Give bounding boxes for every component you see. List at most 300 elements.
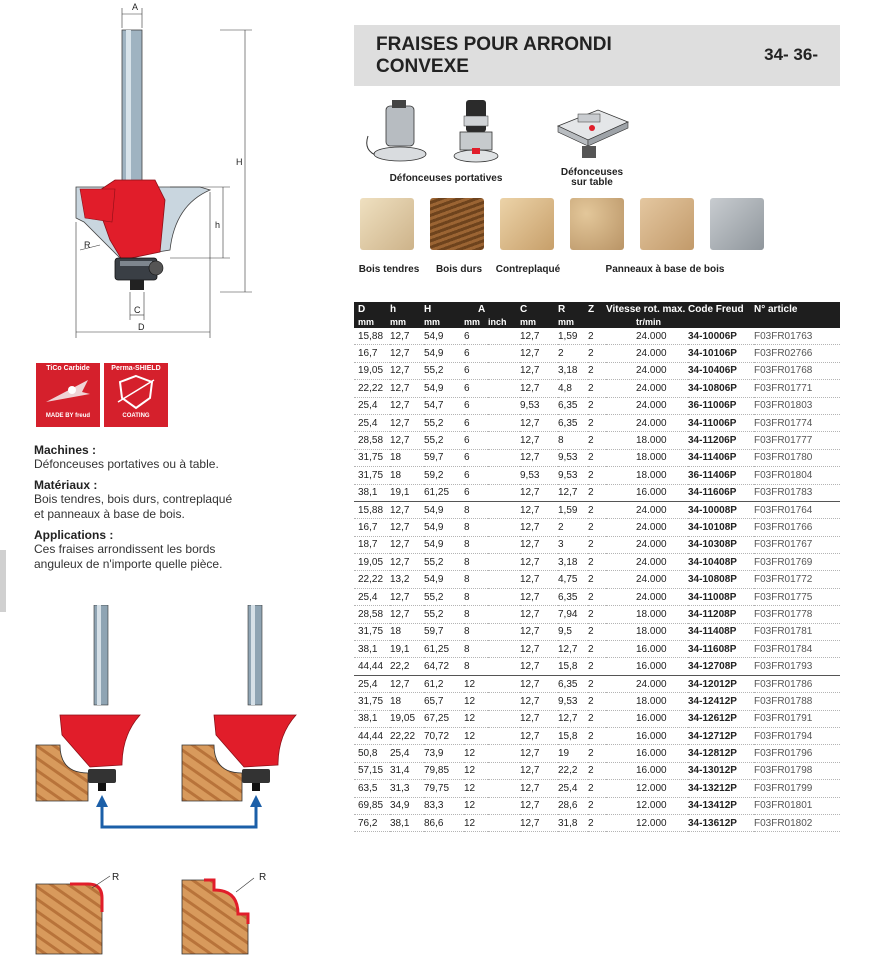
- cell-R: 9,53: [558, 693, 588, 710]
- tico-badge-bottom: MADE BY freud: [45, 413, 91, 419]
- cell-A-inch: [488, 449, 520, 466]
- cell-A: 6: [464, 380, 488, 397]
- cell-H: 55,2: [424, 414, 464, 431]
- cell-H: 70,72: [424, 727, 464, 744]
- table-row: [354, 432, 840, 449]
- cell-Z: 2: [588, 519, 606, 536]
- cell-D: 57,15: [354, 762, 390, 779]
- mdf-swatch: [640, 198, 694, 250]
- header-speed: Vitesse rot. max.: [606, 302, 688, 316]
- cell-C: 12,7: [520, 623, 558, 640]
- cell-article: F03FR01799: [754, 780, 840, 797]
- cell-D: 16,7: [354, 345, 390, 362]
- cell-speed: 24.000: [606, 675, 688, 692]
- cell-C: 12,7: [520, 536, 558, 553]
- cell-A-inch: [488, 588, 520, 605]
- cell-R: 7,94: [558, 606, 588, 623]
- cell-speed: 16.000: [606, 762, 688, 779]
- cell-speed: 24.000: [606, 554, 688, 571]
- cell-h: 19,1: [390, 641, 424, 658]
- handheld-router-label: Défonceuses portatives: [389, 173, 503, 184]
- cell-A: 8: [464, 536, 488, 553]
- cell-A: 6: [464, 432, 488, 449]
- table-row: [354, 797, 840, 814]
- cell-A: 12: [464, 745, 488, 762]
- cell-h: 19,1: [390, 484, 424, 501]
- cell-C: 12,7: [520, 641, 558, 658]
- cell-A: 6: [464, 397, 488, 414]
- cell-article: F03FR01775: [754, 588, 840, 605]
- handheld-router-icon: [358, 96, 518, 168]
- table-row: [354, 536, 840, 553]
- cell-speed: 18.000: [606, 693, 688, 710]
- cell-H: 54,9: [424, 571, 464, 588]
- cell-H: 86,6: [424, 814, 464, 831]
- table-row: [354, 588, 840, 605]
- cell-Z: 2: [588, 501, 606, 518]
- cell-R: 6,35: [558, 414, 588, 431]
- table-row: [354, 780, 840, 797]
- product-title-line1: FRAISES POUR ARRONDI: [376, 34, 612, 55]
- cell-code: 36-11006P: [688, 397, 754, 414]
- cell-D: 50,8: [354, 745, 390, 762]
- cell-code: 34-12708P: [688, 658, 754, 675]
- table-row: [354, 519, 840, 536]
- cell-H: 54,9: [424, 536, 464, 553]
- table-row: [354, 675, 840, 692]
- header-R: R: [558, 302, 588, 316]
- cell-Z: 2: [588, 536, 606, 553]
- cell-C: 12,7: [520, 606, 558, 623]
- cell-speed: 16.000: [606, 710, 688, 727]
- cell-code: 34-10106P: [688, 345, 754, 362]
- table-row: [354, 467, 840, 484]
- router-table-label-line1: Défonceuses: [560, 167, 624, 178]
- cell-speed: 12.000: [606, 814, 688, 831]
- cell-D: 38,1: [354, 484, 390, 501]
- cell-C: 12,7: [520, 501, 558, 518]
- cell-Z: 2: [588, 606, 606, 623]
- cell-A: 8: [464, 623, 488, 640]
- cell-speed: 18.000: [606, 449, 688, 466]
- table-row: [354, 501, 840, 518]
- cell-R: 6,35: [558, 675, 588, 692]
- cell-H: 59,7: [424, 449, 464, 466]
- header-A: A: [464, 302, 520, 316]
- product-title: [376, 34, 612, 78]
- cell-D: 69,85: [354, 797, 390, 814]
- cell-h: 22,22: [390, 727, 424, 744]
- cell-R: 9,53: [558, 449, 588, 466]
- cell-R: 2: [558, 345, 588, 362]
- materials-text-2: et panneaux à base de bois.: [34, 507, 185, 521]
- product-header: [354, 25, 840, 86]
- cell-D: 15,88: [354, 501, 390, 518]
- cell-Z: 2: [588, 693, 606, 710]
- cell-A: 8: [464, 571, 488, 588]
- cell-article: F03FR01802: [754, 814, 840, 831]
- cell-speed: 24.000: [606, 588, 688, 605]
- cell-C: 12,7: [520, 762, 558, 779]
- cell-h: 12,7: [390, 554, 424, 571]
- cell-A: 6: [464, 449, 488, 466]
- cell-article: F03FR01803: [754, 397, 840, 414]
- cell-H: 54,9: [424, 501, 464, 518]
- cell-Z: 2: [588, 380, 606, 397]
- table-row: [354, 380, 840, 397]
- cell-code: 34-10806P: [688, 380, 754, 397]
- dim-C: C: [134, 305, 141, 315]
- cell-D: 31,75: [354, 467, 390, 484]
- header-code: Code Freud: [688, 302, 754, 316]
- cell-h: 25,4: [390, 745, 424, 762]
- cell-R: 3: [558, 536, 588, 553]
- cell-H: 79,75: [424, 780, 464, 797]
- cell-D: 19,05: [354, 554, 390, 571]
- cell-A-inch: [488, 414, 520, 431]
- product-series-code: 34- 36-: [764, 45, 818, 64]
- cell-code: 34-10406P: [688, 362, 754, 379]
- hardwood-swatch: [430, 198, 484, 250]
- cell-H: 79,85: [424, 762, 464, 779]
- cell-H: 59,7: [424, 623, 464, 640]
- table-row: [354, 762, 840, 779]
- cell-A: 12: [464, 693, 488, 710]
- cell-h: 12,7: [390, 362, 424, 379]
- cell-article: F03FR01804: [754, 467, 840, 484]
- cell-A-inch: [488, 814, 520, 831]
- cell-article: F03FR01786: [754, 675, 840, 692]
- cell-h: 12,7: [390, 588, 424, 605]
- cell-A-inch: [488, 797, 520, 814]
- cell-H: 54,9: [424, 345, 464, 362]
- cell-article: F03FR01793: [754, 658, 840, 675]
- router-table-label: [552, 168, 632, 188]
- cell-R: 3,18: [558, 362, 588, 379]
- cell-article: F03FR01769: [754, 554, 840, 571]
- cell-C: 12,7: [520, 658, 558, 675]
- cell-C: 12,7: [520, 588, 558, 605]
- cell-D: 31,75: [354, 693, 390, 710]
- cell-A-inch: [488, 397, 520, 414]
- cell-code: 34-11208P: [688, 606, 754, 623]
- cell-R: 15,8: [558, 727, 588, 744]
- cell-code: 34-10308P: [688, 536, 754, 553]
- cell-H: 61,25: [424, 484, 464, 501]
- cell-A: 12: [464, 675, 488, 692]
- table-row: [354, 693, 840, 710]
- cell-h: 31,3: [390, 780, 424, 797]
- cell-speed: 16.000: [606, 745, 688, 762]
- cell-speed: 24.000: [606, 362, 688, 379]
- cell-speed: 12.000: [606, 780, 688, 797]
- cell-code: 34-10008P: [688, 501, 754, 518]
- cell-D: 25,4: [354, 414, 390, 431]
- cell-h: 34,9: [390, 797, 424, 814]
- cell-A-inch: [488, 362, 520, 379]
- cell-R: 1,59: [558, 328, 588, 345]
- cell-code: 34-11408P: [688, 623, 754, 640]
- cell-C: 12,7: [520, 449, 558, 466]
- cell-Z: 2: [588, 762, 606, 779]
- cell-speed: 12.000: [606, 797, 688, 814]
- cell-Z: 2: [588, 745, 606, 762]
- subheader-h: mm: [390, 316, 424, 328]
- cell-code: 34-10808P: [688, 571, 754, 588]
- particleboard-swatch: [570, 198, 624, 250]
- cell-H: 54,9: [424, 328, 464, 345]
- cell-article: F03FR01766: [754, 519, 840, 536]
- cell-speed: 24.000: [606, 397, 688, 414]
- cell-C: 12,7: [520, 675, 558, 692]
- plywood-label: Contreplaqué: [495, 264, 561, 275]
- cell-D: 31,75: [354, 449, 390, 466]
- router-bit-dimension-drawing: [60, 0, 260, 345]
- cell-speed: 18.000: [606, 467, 688, 484]
- cell-C: 12,7: [520, 780, 558, 797]
- cell-article: F03FR01774: [754, 414, 840, 431]
- cell-A: 6: [464, 414, 488, 431]
- cell-R: 3,18: [558, 554, 588, 571]
- info-block: [34, 443, 314, 572]
- dim-D: D: [138, 322, 145, 332]
- cell-article: F03FR01784: [754, 641, 840, 658]
- cell-A-inch: [488, 762, 520, 779]
- header-h: h: [390, 302, 424, 316]
- cell-A-inch: [488, 658, 520, 675]
- cell-A-inch: [488, 501, 520, 518]
- cell-C: 12,7: [520, 519, 558, 536]
- cell-H: 83,3: [424, 797, 464, 814]
- table-row: [354, 328, 840, 345]
- cell-A-inch: [488, 745, 520, 762]
- hardwood-label: Bois durs: [435, 264, 483, 275]
- perma-badge-bottom: COATING: [122, 413, 150, 419]
- cell-speed: 24.000: [606, 536, 688, 553]
- cell-R: 9,53: [558, 467, 588, 484]
- cell-A-inch: [488, 467, 520, 484]
- applications-text-2: anguleux de n'importe quelle pièce.: [34, 557, 223, 571]
- cell-H: 55,2: [424, 554, 464, 571]
- applications-text-1: Ces fraises arrondissent les bords: [34, 542, 216, 556]
- cell-A: 6: [464, 362, 488, 379]
- cell-code: 34-13612P: [688, 814, 754, 831]
- table-row: [354, 571, 840, 588]
- cell-A: 12: [464, 797, 488, 814]
- softwood-label: Bois tendres: [358, 264, 420, 275]
- cell-R: 19: [558, 745, 588, 762]
- cell-D: 25,4: [354, 588, 390, 605]
- perma-shield-badge: [104, 363, 168, 427]
- cell-h: 22,2: [390, 658, 424, 675]
- table-row: [354, 484, 840, 501]
- cell-D: 18,7: [354, 536, 390, 553]
- cell-h: 18: [390, 693, 424, 710]
- cell-h: 12,7: [390, 414, 424, 431]
- header-article: N° article: [754, 302, 840, 316]
- cell-R: 22,2: [558, 762, 588, 779]
- cell-article: F03FR01781: [754, 623, 840, 640]
- cell-code: 34-13012P: [688, 762, 754, 779]
- cell-C: 12,7: [520, 745, 558, 762]
- cell-article: F03FR01772: [754, 571, 840, 588]
- table-row: [354, 414, 840, 431]
- cell-C: 9,53: [520, 397, 558, 414]
- softwood-swatch: [360, 198, 414, 250]
- cell-C: 12,7: [520, 484, 558, 501]
- cell-H: 55,2: [424, 588, 464, 605]
- materials-text-1: Bois tendres, bois durs, contreplaqué: [34, 492, 233, 506]
- cell-D: 76,2: [354, 814, 390, 831]
- cell-Z: 2: [588, 641, 606, 658]
- cell-code: 34-12712P: [688, 727, 754, 744]
- tico-carbide-badge: [36, 363, 100, 427]
- cell-Z: 2: [588, 727, 606, 744]
- cell-A: 8: [464, 519, 488, 536]
- cell-Z: 2: [588, 397, 606, 414]
- cell-speed: 18.000: [606, 623, 688, 640]
- cell-D: 22,22: [354, 571, 390, 588]
- cell-Z: 2: [588, 345, 606, 362]
- cell-A-inch: [488, 380, 520, 397]
- cell-H: 54,9: [424, 519, 464, 536]
- cell-code: 34-12812P: [688, 745, 754, 762]
- dim-H: H: [236, 157, 243, 167]
- perma-badge-top: Perma-SHIELD: [111, 365, 161, 372]
- cell-A: 8: [464, 606, 488, 623]
- cell-code: 34-13212P: [688, 780, 754, 797]
- subheader-R: mm: [558, 316, 588, 328]
- cell-C: 12,7: [520, 814, 558, 831]
- cell-speed: 24.000: [606, 414, 688, 431]
- cell-R: 28,6: [558, 797, 588, 814]
- cell-R: 4,75: [558, 571, 588, 588]
- table-row: [354, 641, 840, 658]
- cell-C: 12,7: [520, 432, 558, 449]
- cell-speed: 18.000: [606, 606, 688, 623]
- cell-A: 8: [464, 501, 488, 518]
- cell-D: 16,7: [354, 519, 390, 536]
- cell-A: 8: [464, 588, 488, 605]
- cell-H: 73,9: [424, 745, 464, 762]
- tico-badge-top: TiCo Carbide: [46, 365, 90, 372]
- cell-C: 12,7: [520, 554, 558, 571]
- cell-R: 2: [558, 519, 588, 536]
- cell-R: 6,35: [558, 588, 588, 605]
- cell-H: 54,9: [424, 380, 464, 397]
- cell-h: 12,7: [390, 519, 424, 536]
- subheader-C: mm: [520, 316, 558, 328]
- cell-Z: 2: [588, 675, 606, 692]
- cell-A-inch: [488, 780, 520, 797]
- cell-C: 12,7: [520, 362, 558, 379]
- cell-D: 63,5: [354, 780, 390, 797]
- cell-h: 18: [390, 623, 424, 640]
- header-Z: Z: [588, 302, 606, 316]
- cell-D: 44,44: [354, 727, 390, 744]
- materials-title: Matériaux :: [34, 478, 98, 492]
- cell-speed: 16.000: [606, 484, 688, 501]
- cell-C: 12,7: [520, 380, 558, 397]
- header-C: C: [520, 302, 558, 316]
- carbide-spark-icon: [36, 372, 100, 412]
- cell-speed: 16.000: [606, 658, 688, 675]
- cell-H: 64,72: [424, 658, 464, 675]
- cell-article: F03FR01778: [754, 606, 840, 623]
- cell-h: 12,7: [390, 328, 424, 345]
- cell-A-inch: [488, 710, 520, 727]
- subheader-D: mm: [354, 316, 390, 328]
- cell-article: F03FR02766: [754, 345, 840, 362]
- cell-A: 8: [464, 658, 488, 675]
- cell-D: 44,44: [354, 658, 390, 675]
- cell-article: F03FR01794: [754, 727, 840, 744]
- cell-article: F03FR01791: [754, 710, 840, 727]
- cell-speed: 24.000: [606, 571, 688, 588]
- spec-table: [354, 302, 840, 832]
- cell-D: 19,05: [354, 362, 390, 379]
- table-row: [354, 345, 840, 362]
- cell-R: 12,7: [558, 710, 588, 727]
- cell-Z: 2: [588, 467, 606, 484]
- header-D: D: [354, 302, 390, 316]
- cell-article: F03FR01788: [754, 693, 840, 710]
- cell-article: F03FR01764: [754, 501, 840, 518]
- table-subheader-row: [354, 316, 840, 328]
- cell-article: F03FR01767: [754, 536, 840, 553]
- cell-h: 12,7: [390, 432, 424, 449]
- cell-A: 6: [464, 467, 488, 484]
- left-margin-tab: [0, 550, 6, 612]
- shield-icon: [104, 372, 168, 412]
- cell-H: 54,7: [424, 397, 464, 414]
- profile-illustration-right: [178, 868, 288, 958]
- cell-A-inch: [488, 641, 520, 658]
- cell-Z: 2: [588, 432, 606, 449]
- cell-A: 12: [464, 814, 488, 831]
- cell-D: 38,1: [354, 710, 390, 727]
- cell-article: F03FR01783: [754, 484, 840, 501]
- cell-A-inch: [488, 328, 520, 345]
- cell-D: 22,22: [354, 380, 390, 397]
- cell-Z: 2: [588, 780, 606, 797]
- cell-D: 28,58: [354, 432, 390, 449]
- dim-R: R: [84, 240, 91, 250]
- cell-code: 34-11008P: [688, 588, 754, 605]
- table-row: [354, 449, 840, 466]
- cell-H: 61,25: [424, 641, 464, 658]
- cell-C: 9,53: [520, 467, 558, 484]
- table-row: [354, 554, 840, 571]
- melamine-swatch: [710, 198, 764, 250]
- cell-speed: 16.000: [606, 641, 688, 658]
- table-header-row: [354, 302, 840, 316]
- cell-A-inch: [488, 571, 520, 588]
- table-row: [354, 710, 840, 727]
- cell-R: 31,8: [558, 814, 588, 831]
- cell-article: F03FR01763: [754, 328, 840, 345]
- cell-speed: 18.000: [606, 432, 688, 449]
- cell-speed: 16.000: [606, 727, 688, 744]
- cell-A-inch: [488, 623, 520, 640]
- cell-article: F03FR01777: [754, 432, 840, 449]
- applications-title: Applications :: [34, 528, 114, 542]
- subheader-speed: tr/min: [606, 316, 688, 328]
- cell-Z: 2: [588, 623, 606, 640]
- subheader-A-inch: inch: [488, 316, 520, 328]
- cell-H: 55,2: [424, 362, 464, 379]
- cell-h: 12,7: [390, 536, 424, 553]
